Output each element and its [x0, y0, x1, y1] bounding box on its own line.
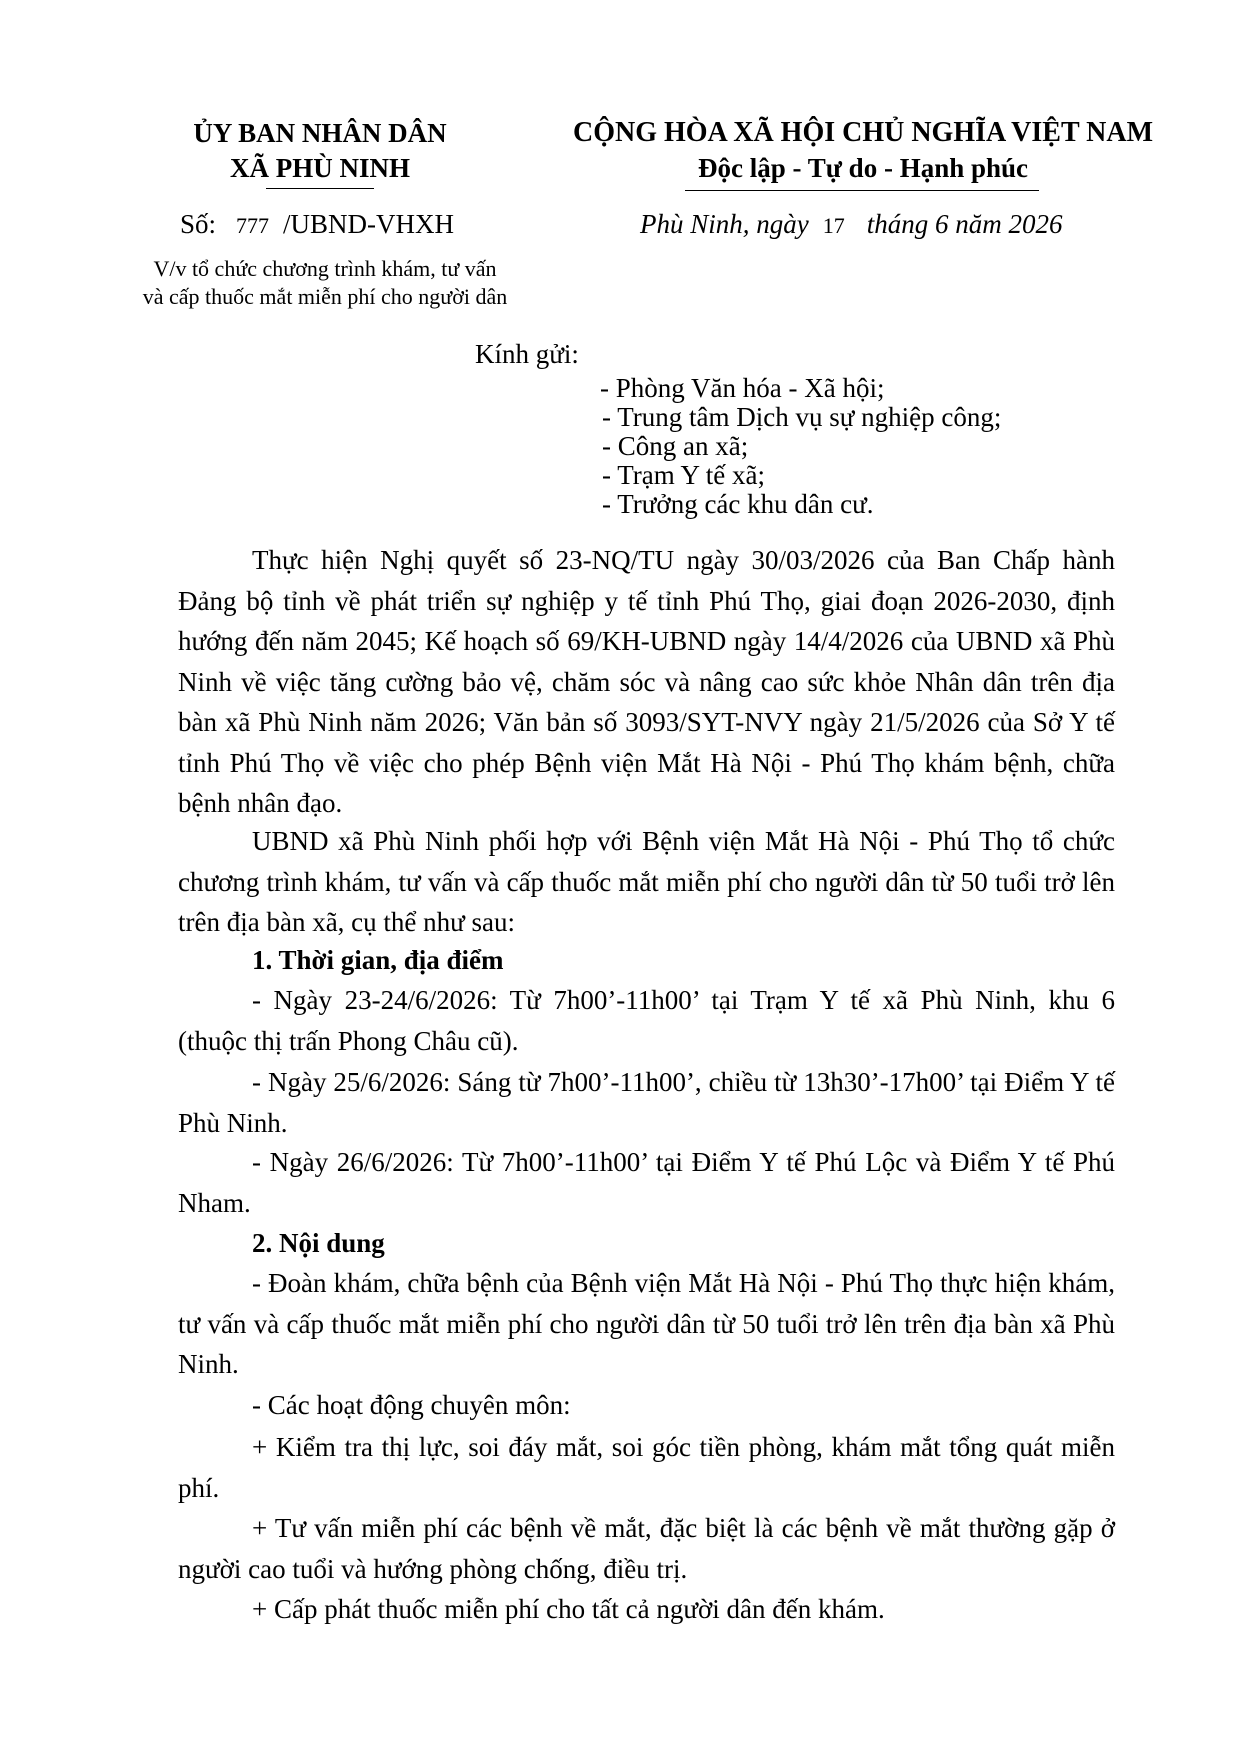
recipient-item: - Công an xã;	[602, 431, 749, 461]
national-title: CỘNG HÒA XÃ HỘI CHỦ NGHĨA VIỆT NAM	[572, 117, 1154, 148]
doc-number-prefix: Số:	[180, 209, 217, 239]
doc-number-suffix: /UBND-VHXH	[283, 209, 455, 239]
issuing-agency-name: ỦY BAN NHÂN DÂN	[193, 118, 447, 148]
content-item: + Cấp phát thuốc miễn phí cho tất cả người dân đến khám.	[252, 1594, 885, 1624]
document-number	[180, 208, 454, 242]
doc-number-value: 777	[236, 213, 270, 238]
content-item: - Đoàn khám, chữa bệnh của Bệnh viện Mắt Hà Nội - Phú Thọ thực hiện khám, tư vấn và cấp thuốc mắt miễn phí cho người dân từ 50 tuổi trở lên trên địa bàn xã Phù Ninh.	[178, 1268, 1115, 1379]
section-heading-content: 2. Nội dung	[252, 1228, 385, 1258]
date-suffix: tháng 6 năm 2026	[866, 209, 1063, 239]
motto-underline	[685, 190, 1039, 191]
body-paragraph-intro: UBND xã Phù Ninh phối hợp với Bệnh viện Mắt Hà Nội - Phú Thọ tổ chức chương trình khám, tư vấn và cấp thuốc mắt miễn phí cho người dân từ 50 tuổi trở lên trên địa bàn xã, cụ thể như sau:	[178, 826, 1115, 937]
subject-line-2: và cấp thuốc mắt miễn phí cho người dân	[142, 284, 508, 309]
schedule-item: - Ngày 26/6/2026: Từ 7h00’-11h00’ tại Điểm Y tế Phú Lộc và Điểm Y tế Phú Nham.	[178, 1147, 1115, 1218]
issuing-commune-name: XÃ PHÙ NINH	[230, 153, 410, 183]
date-day: 17	[822, 213, 845, 238]
subject-line-1: V/v tổ chức chương trình khám, tư vấn	[153, 256, 497, 281]
national-motto: Độc lập - Tự do - Hạnh phúc	[697, 153, 1029, 183]
recipient-item: - Trung tâm Dịch vụ sự nghiệp công;	[602, 402, 1002, 432]
schedule-item: - Ngày 23-24/6/2026: Từ 7h00’-11h00’ tại Trạm Y tế xã Phù Ninh, khu 6 (thuộc thị trấn Phong Châu cũ).	[178, 985, 1115, 1056]
date-prefix: Phù Ninh, ngày	[640, 209, 809, 239]
recipient-item: - Trưởng các khu dân cư.	[602, 489, 874, 519]
content-item: + Kiểm tra thị lực, soi đáy mắt, soi góc tiền phòng, khám mắt tổng quát miễn phí.	[178, 1432, 1115, 1503]
recipient-item: - Trạm Y tế xã;	[602, 460, 765, 490]
section-heading-time-location: 1. Thời gian, địa điểm	[252, 945, 504, 975]
recipient-item: - Phòng Văn hóa - Xã hội;	[600, 373, 885, 403]
content-item: + Tư vấn miễn phí các bệnh về mắt, đặc biệt là các bệnh về mắt thường gặp ở người cao tuổi và hướng phòng chống, điều trị.	[178, 1513, 1115, 1584]
body-paragraph-basis: Thực hiện Nghị quyết số 23-NQ/TU ngày 30/03/2026 của Ban Chấp hành Đảng bộ tỉnh về phát triển sự nghiệp y tế tỉnh Phú Thọ, giai đoạn 2026-2030, định hướng đến năm 2045; Kế hoạch số 69/KH-UBND ngày 14/4/2026 của UBND xã Phù Ninh về việc tăng cường bảo vệ, chăm sóc và nâng cao sức khỏe Nhân dân trên địa bàn xã Phù Ninh năm 2026; Văn bản số 3093/SYT-NVY ngày 21/5/2026 của Sở Y tế tỉnh Phú Thọ về việc cho phép Bệnh viện Mắt Hà Nội - Phú Thọ khám bệnh, chữa bệnh nhân đạo.	[178, 545, 1115, 818]
agency-underline	[266, 188, 374, 189]
recipients-label: Kính gửi:	[475, 339, 579, 369]
document-date	[640, 208, 1063, 242]
content-item: - Các hoạt động chuyên môn:	[252, 1390, 571, 1420]
schedule-item: - Ngày 25/6/2026: Sáng từ 7h00’-11h00’, chiều từ 13h30’-17h00’ tại Điểm Y tế Phù Ninh.	[178, 1067, 1115, 1138]
